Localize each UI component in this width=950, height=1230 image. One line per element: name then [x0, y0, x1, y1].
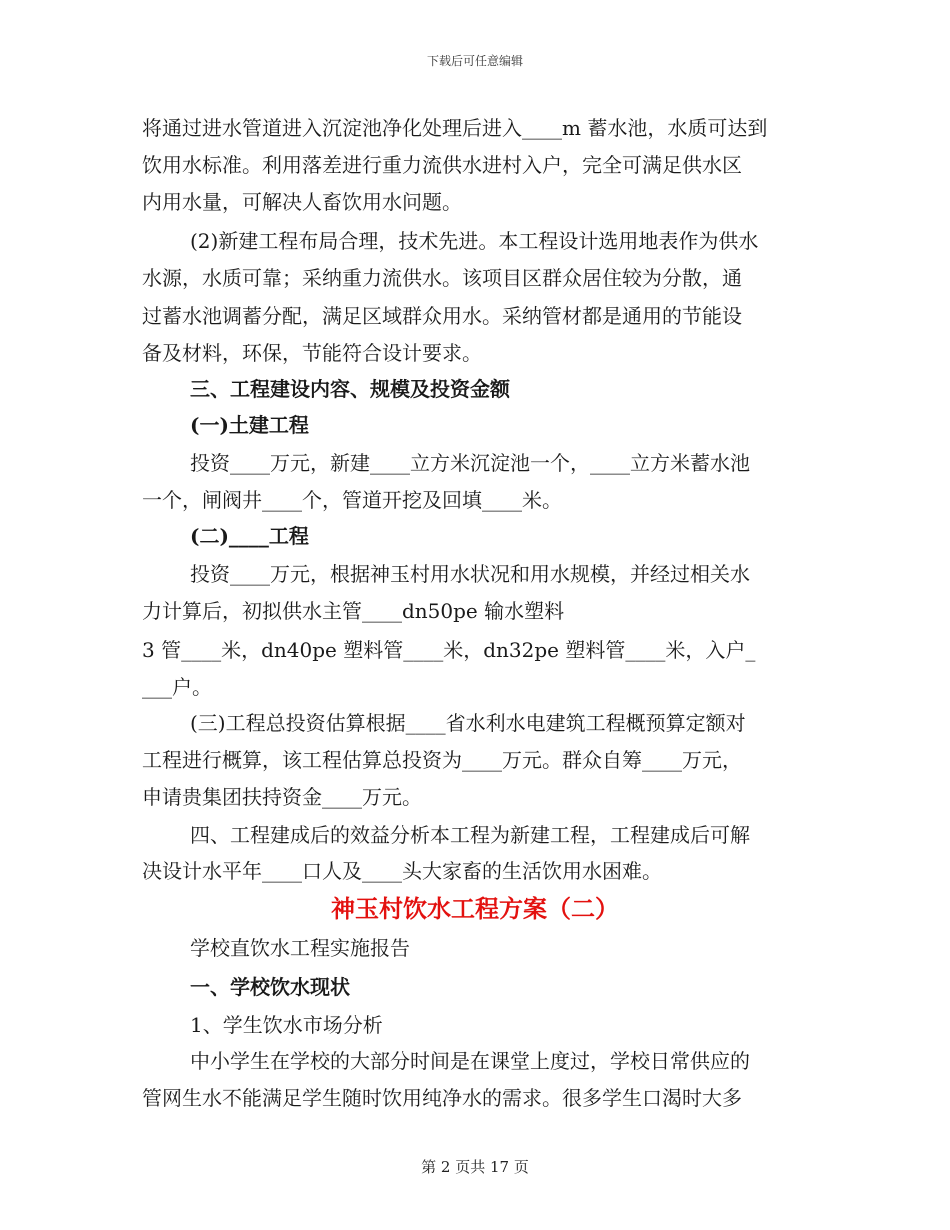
- body-line-18: 工程进行概算，该工程估算总投资为____万元。群众自筹____万元，: [142, 748, 742, 772]
- report-heading-1: 一、学校饮水现状: [190, 975, 350, 999]
- report-title: 学校直饮水工程实施报告: [190, 936, 410, 960]
- body-line-16: ___户。: [142, 675, 212, 699]
- section-heading-3: 三、工程建设内容、规模及投资金额: [190, 377, 510, 401]
- report-subheading-1: 1、学生饮水市场分析: [190, 1013, 383, 1037]
- body-line-14: 力计算后，初拟供水主管____dn50pe 输水塑料: [142, 599, 565, 623]
- body-line-11: 一个，闸阀井____个，管道开挖及回填____米。: [142, 488, 562, 512]
- body-line-2: 饮用水标准。利用落差进行重力流供水进村入户，完全可满足供水区: [142, 153, 742, 177]
- subsection-heading-2: (二)____工程: [190, 524, 309, 548]
- body-line-21: 决设计水平年____口人及____头大家畜的生活饮用水困难。: [142, 859, 662, 883]
- body-line-15: 3 管____米，dn40pe 塑料管____米，dn32pe 塑料管____米，入户_: [142, 638, 756, 662]
- body-line-19: 申请贵集团扶持资金____万元。: [142, 785, 422, 809]
- body-line-1: 将通过进水管道进入沉淀池净化处理后进入____m 蓄水池，水质可达到: [142, 116, 768, 140]
- body-line-25: 中小学生在学校的大部分时间是在课堂上度过，学校日常供应的: [190, 1049, 750, 1073]
- body-line-26: 管网生水不能满足学生随时饮用纯净水的需求。很多学生口渴时大多: [142, 1086, 742, 1110]
- subsection-heading-1: (一)土建工程: [190, 413, 309, 437]
- body-line-4: (2)新建工程布局合理，技术先进。本工程设计选用地表作为供水: [190, 229, 759, 253]
- body-line-6: 过蓄水池调蓄分配，满足区域群众用水。采纳管材都是通用的节能设: [142, 304, 742, 328]
- page-header: 下载后可任意编辑: [426, 54, 523, 68]
- body-line-10: 投资____万元，新建____立方米沉淀池一个，____立方米蓄水池: [190, 451, 750, 475]
- page-footer: 第 2 页共 17 页: [421, 1158, 529, 1176]
- body-line-20: 四、工程建成后的效益分析本工程为新建工程，工程建成后可解: [190, 823, 750, 847]
- body-line-5: 水源，水质可靠；采纳重力流供水。该项目区群众居住较为分散，通: [142, 266, 742, 290]
- section-title: 神玉村饮水工程方案（二）: [331, 894, 619, 923]
- body-line-13: 投资____万元，根据神玉村用水状况和用水规模，并经过相关水: [190, 562, 750, 586]
- body-line-7: 备及材料，环保，节能符合设计要求。: [142, 341, 482, 365]
- body-line-3: 内用水量，可解决人畜饮用水问题。: [142, 190, 462, 214]
- body-line-17: (三)工程总投资估算根据____省水利水电建筑工程概预算定额对: [190, 711, 746, 735]
